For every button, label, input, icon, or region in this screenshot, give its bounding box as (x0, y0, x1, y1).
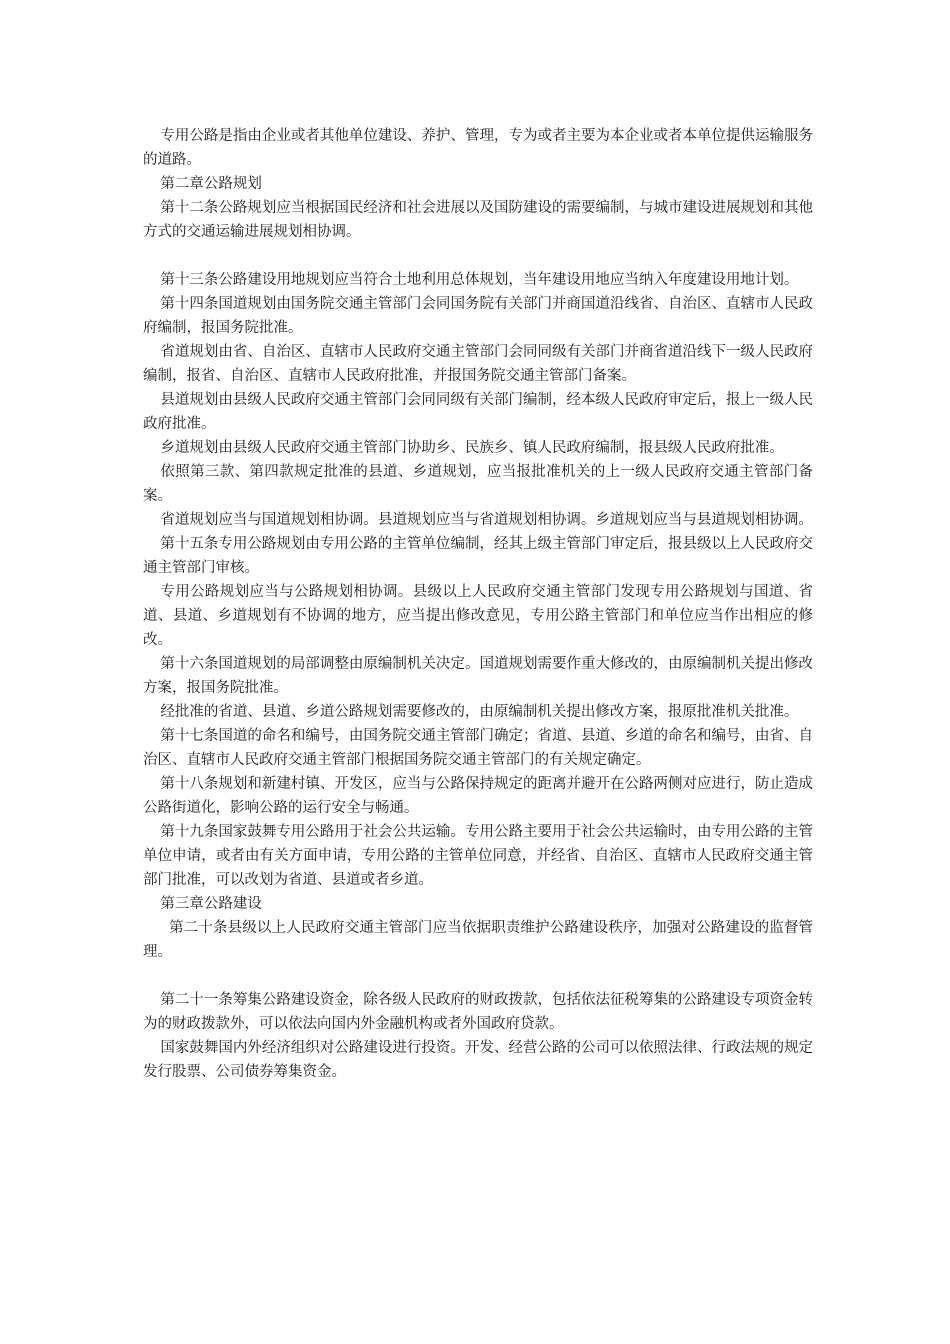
paragraph-planning-coordination: 省道规划应当与国道规划相协调。县道规划应当与省道规划相协调。乡道规划应当与县道规划相协调。 (160, 512, 813, 528)
paragraph-article-14: 第十四条国道规划由国务院交通主管部门会同国务院有关部门并商国道沿线省、自治区、直辖市人民政府编制，报国务院批准。 (143, 296, 813, 336)
paragraph-special-road-coordination: 专用公路规划应当与公路规划相协调。县级以上人民政府交通主管部门发现专用公路规划与国道、省道、县道、乡道规划有不协调的地方，应当提出修改意见，专用公路主管部门和单位应当作出相应的修改。 (143, 584, 813, 648)
paragraph-article-15: 第十五条专用公路规划由专用公路的主管单位编制，经其上级主管部门审定后，报县级以上人民政府交通主管部门审核。 (143, 536, 813, 576)
chapter-heading-2: 第二章公路规划 (160, 176, 262, 192)
paragraph-township-road-planning: 乡道规划由县级人民政府交通主管部门协助乡、民族乡、镇人民政府编制，报县级人民政府批准。 (160, 440, 784, 456)
paragraph-investment-encouragement: 国家鼓舞国内外经济组织对公路建设进行投资。开发、经营公路的公司可以依照法律、行政法规的规定发行股票、公司债券筹集资金。 (143, 1040, 813, 1080)
chapter-heading-3: 第三章公路建设 (160, 896, 262, 912)
paragraph-article-20: 第二十条县级以上人民政府交通主管部门应当依据职责维护公路建设秩序，加强对公路建设的监督管理。 (143, 920, 813, 960)
paragraph-county-road-planning: 县道规划由县级人民政府交通主管部门会同同级有关部门编制，经本级人民政府审定后，报上一级人民政府批准。 (143, 392, 813, 432)
paragraph-article-16: 第十六条国道规划的局部调整由原编制机关决定。国道规划需要作重大修改的，由原编制机关提出修改方案，报国务院批准。 (143, 656, 813, 696)
paragraph-filing-requirement: 依照第三款、第四款规定批准的县道、乡道规划，应当报批准机关的上一级人民政府交通主管部门备案。 (143, 464, 813, 504)
paragraph-article-17: 第十七条国道的命名和编号，由国务院交通主管部门确定；省道、县道、乡道的命名和编号，由省、自治区、直辖市人民政府交通主管部门根据国务院交通主管部门的有关规定确定。 (143, 728, 813, 768)
paragraph-article-19: 第十九条国家鼓舞专用公路用于社会公共运输。专用公路主要用于社会公共运输时，由专用公路的主管单位申请，或者由有关方面申请，专用公路的主管单位同意，并经省、自治区、直辖市人民政府交通主管部门批准，可以改划为省道、县道或者乡道。 (143, 824, 813, 888)
document-body (143, 124, 813, 1084)
paragraph-article-21: 第二十一条筹集公路建设资金，除各级人民政府的财政拨款，包括依法征税筹集的公路建设专项资金转为的财政拨款外，可以依法向国内外金融机构或者外国政府贷款。 (143, 992, 813, 1032)
paragraph-article-18: 第十八条规划和新建村镇、开发区，应当与公路保持规定的距离并避开在公路两侧对应进行，防止造成公路街道化，影响公路的运行安全与畅通。 (143, 776, 813, 816)
paragraph-plan-modification: 经批准的省道、县道、乡道公路规划需要修改的，由原编制机关提出修改方案，报原批准机关批准。 (160, 704, 799, 720)
paragraph-provincial-road-planning: 省道规划由省、自治区、直辖市人民政府交通主管部门会同同级有关部门并商省道沿线下一级人民政府编制，报省、自治区、直辖市人民政府批准，并报国务院交通主管部门备案。 (143, 344, 813, 384)
paragraph-article-13: 第十三条公路建设用地规划应当符合土地利用总体规划，当年建设用地应当纳入年度建设用地计划。 (160, 272, 799, 288)
paragraph-special-road-definition: 专用公路是指由企业或者其他单位建设、养护、管理，专为或者主要为本企业或者本单位提供运输服务的道路。 (143, 128, 813, 168)
paragraph-article-12: 第十二条公路规划应当根据国民经济和社会进展以及国防建设的需要编制，与城市建设进展规划和其他方式的交通运输进展规划相协调。 (143, 200, 813, 240)
